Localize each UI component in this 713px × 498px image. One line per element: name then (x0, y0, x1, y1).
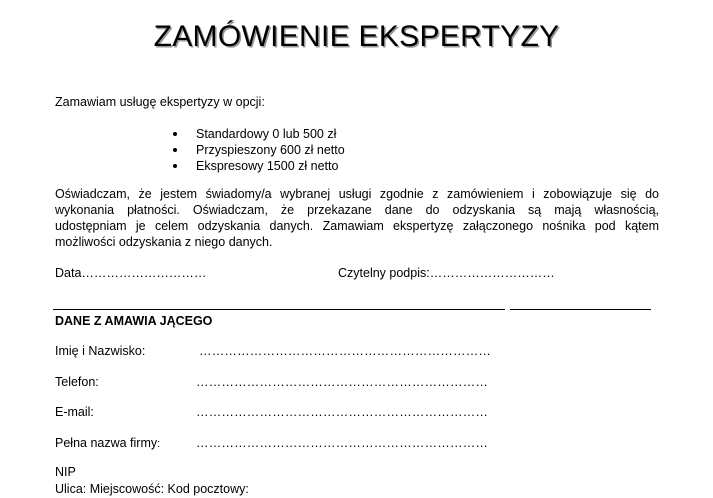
signature-field[interactable]: Czytelny podpis:………………………… (338, 266, 555, 280)
company-label-colon: : (157, 438, 161, 450)
option-list (172, 126, 345, 174)
company-label-text: Pełna nazwa firmy (55, 436, 158, 450)
section-divider (510, 309, 651, 310)
intro-text: Zamawiam usługę ekspertyzy w opcji: (55, 95, 265, 109)
phone-label: Telefon: (55, 375, 99, 389)
name-label: Imię i Nazwisko: (55, 344, 146, 358)
nip-label: NIP (55, 465, 76, 479)
declaration-paragraph (55, 186, 659, 250)
name-field[interactable]: …………………………………………………………… (199, 344, 492, 358)
phone-field[interactable]: …………………………………………………………… (196, 375, 489, 389)
company-field[interactable]: …………………………………………………………… (196, 436, 489, 450)
company-label (55, 436, 160, 450)
declaration-line: Oświadczam, że jestem świadomy/a wybranej usługi zgodnie z zamówieniem i zobowiązuje się do (55, 187, 659, 201)
client-data-heading: DANE Z AMAWIA JĄCEGO (55, 314, 213, 328)
page-title: ZAMÓWIENIE EKSPERTYZY (153, 20, 560, 53)
option-express: Ekspresowy 1500 zł netto (172, 158, 345, 174)
date-field[interactable]: Data………………………… (55, 266, 207, 280)
email-label: E-mail: (55, 405, 94, 419)
email-field[interactable]: …………………………………………………………… (196, 405, 489, 419)
declaration-line: możliwości odzyskania z niego danych. (55, 235, 273, 249)
address-label: Ulica: Miejscowość: Kod pocztowy: (55, 482, 249, 496)
option-expedited: Przyspieszony 600 zł netto (172, 142, 345, 158)
option-standard: Standardowy 0 lub 500 zł (172, 126, 345, 142)
section-divider (53, 309, 505, 310)
declaration-line: udostępniam je celem odzyskania danych. Zamawiam ekspertyzę załączonego nośnika pod kątem (55, 219, 659, 233)
declaration-line: wykonania płatności. Oświadczam, że przekazane dane do odzyskania są mają własnością, (55, 203, 659, 217)
